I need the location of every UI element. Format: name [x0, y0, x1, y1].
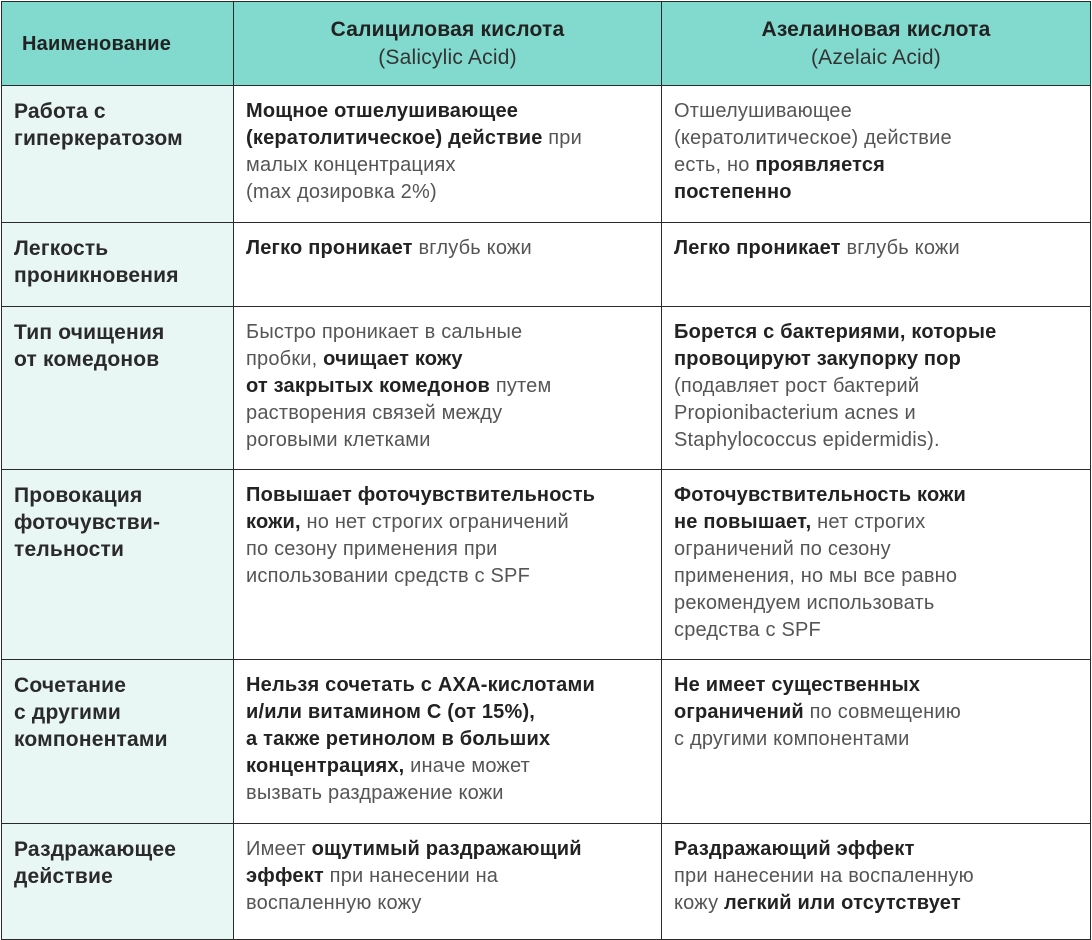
azelaic-cell: [662, 470, 1091, 660]
row-name: [2, 470, 234, 660]
cell-text: путем растворения связей между роговыми клетками: [246, 375, 552, 451]
header-name: Наименование: [2, 2, 234, 86]
row-name: [2, 86, 234, 223]
row-name-text: Работа с гиперкератозом: [14, 100, 183, 150]
cell-text: но нет строгих ограничений по сезону применения при использовании средств с SPF: [246, 511, 569, 587]
azelaic-cell: [662, 660, 1091, 824]
bold-text: Не имеет существенных ограничений: [674, 674, 921, 723]
salicylic-cell: [234, 470, 662, 660]
table-row: [2, 470, 1091, 660]
bold-text: очищает кожу от закрытых комедонов: [246, 348, 491, 397]
row-name: [2, 660, 234, 824]
cell-text: нет строгих ограничений по сезону применения, но мы все равно рекомендуем использовать средства с SPF: [674, 511, 958, 641]
salicylic-cell: [234, 824, 662, 940]
header-salicylic-title: Салициловая кислота: [330, 17, 565, 41]
row-name: [2, 223, 234, 307]
cell-text: Быстро проникает в сальные пробки,: [246, 321, 523, 370]
header-azelaic-subtitle: (Azelaic Acid): [810, 45, 941, 69]
azelaic-cell: [662, 86, 1091, 223]
cell-text: вглубь кожи: [840, 237, 960, 259]
bold-text: Раздражающий эффект: [674, 838, 915, 860]
bold-text: Повышает фоточувствительность кожи,: [246, 484, 596, 533]
header-salicylic: [234, 2, 662, 86]
header-row: [2, 2, 1091, 86]
azelaic-cell: [662, 223, 1091, 307]
header-azelaic: [662, 2, 1091, 86]
table-row: [2, 307, 1091, 470]
comparison-table: [1, 1, 1091, 940]
bold-text: Легко проникает: [674, 237, 841, 259]
bold-text: проявляется постепенно: [674, 154, 886, 203]
table-row: [2, 86, 1091, 223]
cell-text: при малых концентрациях (max дозировка 2%): [246, 127, 582, 203]
bold-text: Мощное отшелушивающее (кератолитическое) действие: [246, 100, 543, 149]
azelaic-cell: [662, 307, 1091, 470]
bold-text: Легко проникает: [246, 237, 413, 259]
cell-text: вглубь кожи: [412, 237, 532, 259]
cell-text: Отшелушивающее (кератолитическое) действие есть, но: [674, 100, 952, 176]
header-salicylic-subtitle: (Salicylic Acid): [378, 45, 517, 69]
bold-text: ощутимый раздражающий эффект: [246, 838, 582, 887]
cell-text: при нанесении на воспаленную кожу: [674, 865, 974, 914]
salicylic-cell: [234, 660, 662, 824]
table-row: [2, 660, 1091, 824]
row-name: [2, 307, 234, 470]
table-row: [2, 223, 1091, 307]
cell-text: Имеет: [246, 838, 312, 860]
cell-text: иначе может вызвать раздражение кожи: [246, 755, 531, 804]
header-azelaic-title: Азелаиновая кислота: [761, 17, 991, 41]
row-name: [2, 824, 234, 940]
row-name-text: Раздражающее действие: [14, 838, 177, 888]
bold-text: легкий или отсутствует: [724, 892, 961, 914]
table-row: [2, 824, 1091, 940]
salicylic-cell: [234, 223, 662, 307]
row-name-text: Сочетание с другими компонентами: [14, 674, 168, 751]
cell-text: (подавляет рост бактерий Propionibacterium acnes и Staphylococcus epidermidis).: [674, 375, 940, 451]
azelaic-cell: [662, 824, 1091, 940]
table-body: [2, 86, 1091, 940]
bold-text: Фоточувствительность кожи не повышает,: [674, 484, 966, 533]
row-name-text: Тип очищения от комедонов: [14, 321, 165, 371]
salicylic-cell: [234, 86, 662, 223]
cell-text: при нанесении на воспаленную кожу: [246, 865, 499, 914]
bold-text: Борется с бактериями, которые провоцируют закупорку пор: [674, 321, 997, 370]
salicylic-cell: [234, 307, 662, 470]
cell-text: по совмещению с другими компонентами: [674, 701, 961, 750]
bold-text: Нельзя сочетать с АХА-кислотами и/или витамином С (от 15%), а также ретинолом в больших концентрациях,: [246, 674, 595, 777]
row-name-text: Провокация фоточувстви- тельности: [14, 484, 161, 561]
row-name-text: Легкость проникновения: [14, 237, 179, 287]
